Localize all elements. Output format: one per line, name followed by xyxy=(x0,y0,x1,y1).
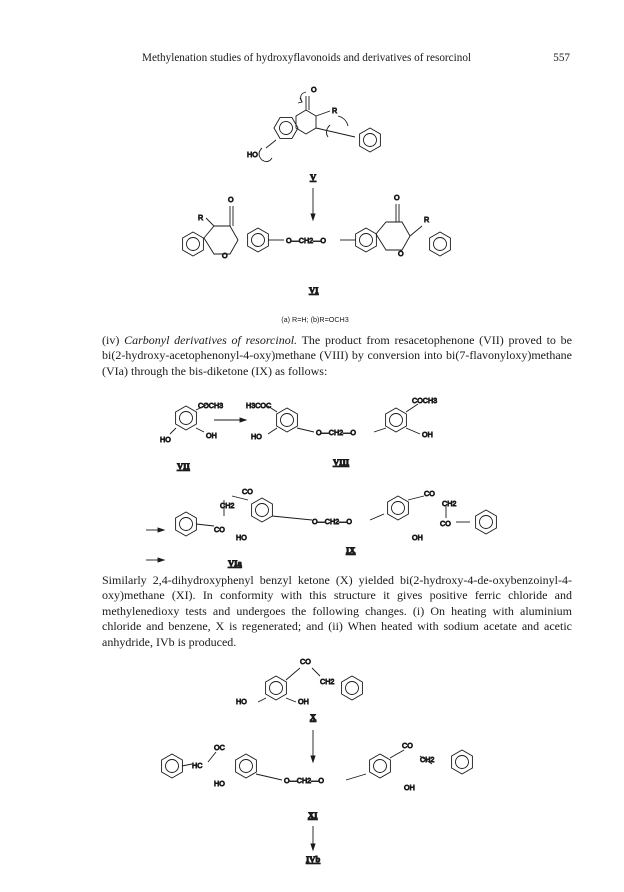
IX-CO-left-bottom: CO xyxy=(214,525,225,534)
VIII-bridge: O—CH2—O xyxy=(316,428,356,437)
V-R: R xyxy=(332,106,338,115)
substituent-caption: (a) R=H; (b)R=OCH3 xyxy=(281,315,349,324)
structure-X xyxy=(258,668,362,702)
IX-HO: HO xyxy=(236,533,247,542)
VII-HO: HO xyxy=(160,435,171,444)
X-OH: OH xyxy=(298,697,309,706)
structure-V xyxy=(259,92,380,162)
section-title-carbonyl: Carbonyl derivatives of resorcinol. xyxy=(124,333,298,347)
label-IX: IX xyxy=(346,545,356,555)
label-VI: VI xyxy=(309,285,319,295)
IX-CO-left: CO xyxy=(242,487,253,496)
paragraph-lead: (iv) xyxy=(102,333,125,347)
label-IVb: IVb xyxy=(306,854,321,864)
label-VII: VII xyxy=(177,461,190,471)
VI-ring-O-left: O xyxy=(222,251,228,260)
running-title: Methylenation studies of hydroxyflavonoids and derivatives of resorcinol xyxy=(142,52,472,64)
VIII-COCH3: COCH3 xyxy=(412,396,438,405)
paragraph-benzyl-ketone: Similarly 2,4-dihydroxyphenyl benzyl ketone (X) yielded bi(2-hydroxy-4-de-oxybenzoinyl-4-oxy)methane (XI). In conformity with this structure it gives positive ferric chloride and methylenedioxy tests and undergoes the following changes. (i) On heating with aluminium chloride and benzene, X is regenerated; and (ii) When heated with sodium acetate and acetic anhydride, IVb is produced. xyxy=(102,573,572,649)
label-X: X xyxy=(310,712,317,722)
VI-ring-O-right: O xyxy=(398,249,404,258)
VI-O-right: O xyxy=(394,193,400,202)
IX-CO-right-bottom: CO xyxy=(440,519,451,528)
IX-CH2-right: CH2 xyxy=(442,499,457,508)
paragraph-carbonyl-derivatives xyxy=(102,333,572,379)
XI-OC: OC xyxy=(214,743,225,752)
structure-VI xyxy=(183,204,451,256)
label-VIII: VIII xyxy=(333,457,350,467)
IX-OH: OH xyxy=(412,533,423,542)
label-VIa: VIa xyxy=(228,558,242,568)
IX-bridge: O—CH2—O xyxy=(312,517,352,526)
VIII-OH: OH xyxy=(422,430,433,439)
XI-bridge: O—CH2—O xyxy=(284,776,324,785)
IX-CH2-left: CH2 xyxy=(220,501,235,510)
arrow-XI-IVb xyxy=(311,826,315,850)
arrow-to-IX xyxy=(146,528,164,532)
VI-R-left: R xyxy=(198,213,204,222)
V-HO: HO xyxy=(247,150,258,159)
VI-R-right: R xyxy=(424,215,430,224)
VI-O-left: O xyxy=(228,195,234,204)
arrow-X-XI xyxy=(311,730,315,762)
V-carbonyl-O: O xyxy=(311,85,317,94)
X-CO: CO xyxy=(300,657,311,666)
XI-HO: HO xyxy=(214,779,225,788)
XI-HC: HC xyxy=(192,761,203,770)
XI-CO: CO xyxy=(402,741,413,750)
XI-CH2: CH2 xyxy=(420,755,435,764)
arrow-to-VIa xyxy=(146,558,164,562)
arrow-V-VI xyxy=(311,188,315,220)
VIII-H3COC: H3COC xyxy=(246,401,272,410)
VII-OH: OH xyxy=(206,431,217,440)
page-number: 557 xyxy=(553,52,570,64)
label-V: V xyxy=(310,172,317,182)
X-CH2: CH2 xyxy=(320,677,335,686)
VIII-HO: HO xyxy=(251,432,262,441)
VII-COCH3: COCH3 xyxy=(198,401,224,410)
XI-OH: OH xyxy=(404,783,415,792)
label-XI: XI xyxy=(308,810,318,820)
IX-CO-right: CO xyxy=(424,489,435,498)
arrow-VII-VIII xyxy=(214,418,246,422)
paragraph-body: The product from resacetophenone (VII) proved to be bi(2-hydroxy-acetophenonyl-4-oxy)methane (VIII) by conversion into bi(7-flavonyloxy)methane (VIa) through the bis-diketone (IX) as follows: xyxy=(102,333,573,378)
VI-bridge: O—CH2—O xyxy=(286,236,326,245)
X-HO: HO xyxy=(236,697,247,706)
